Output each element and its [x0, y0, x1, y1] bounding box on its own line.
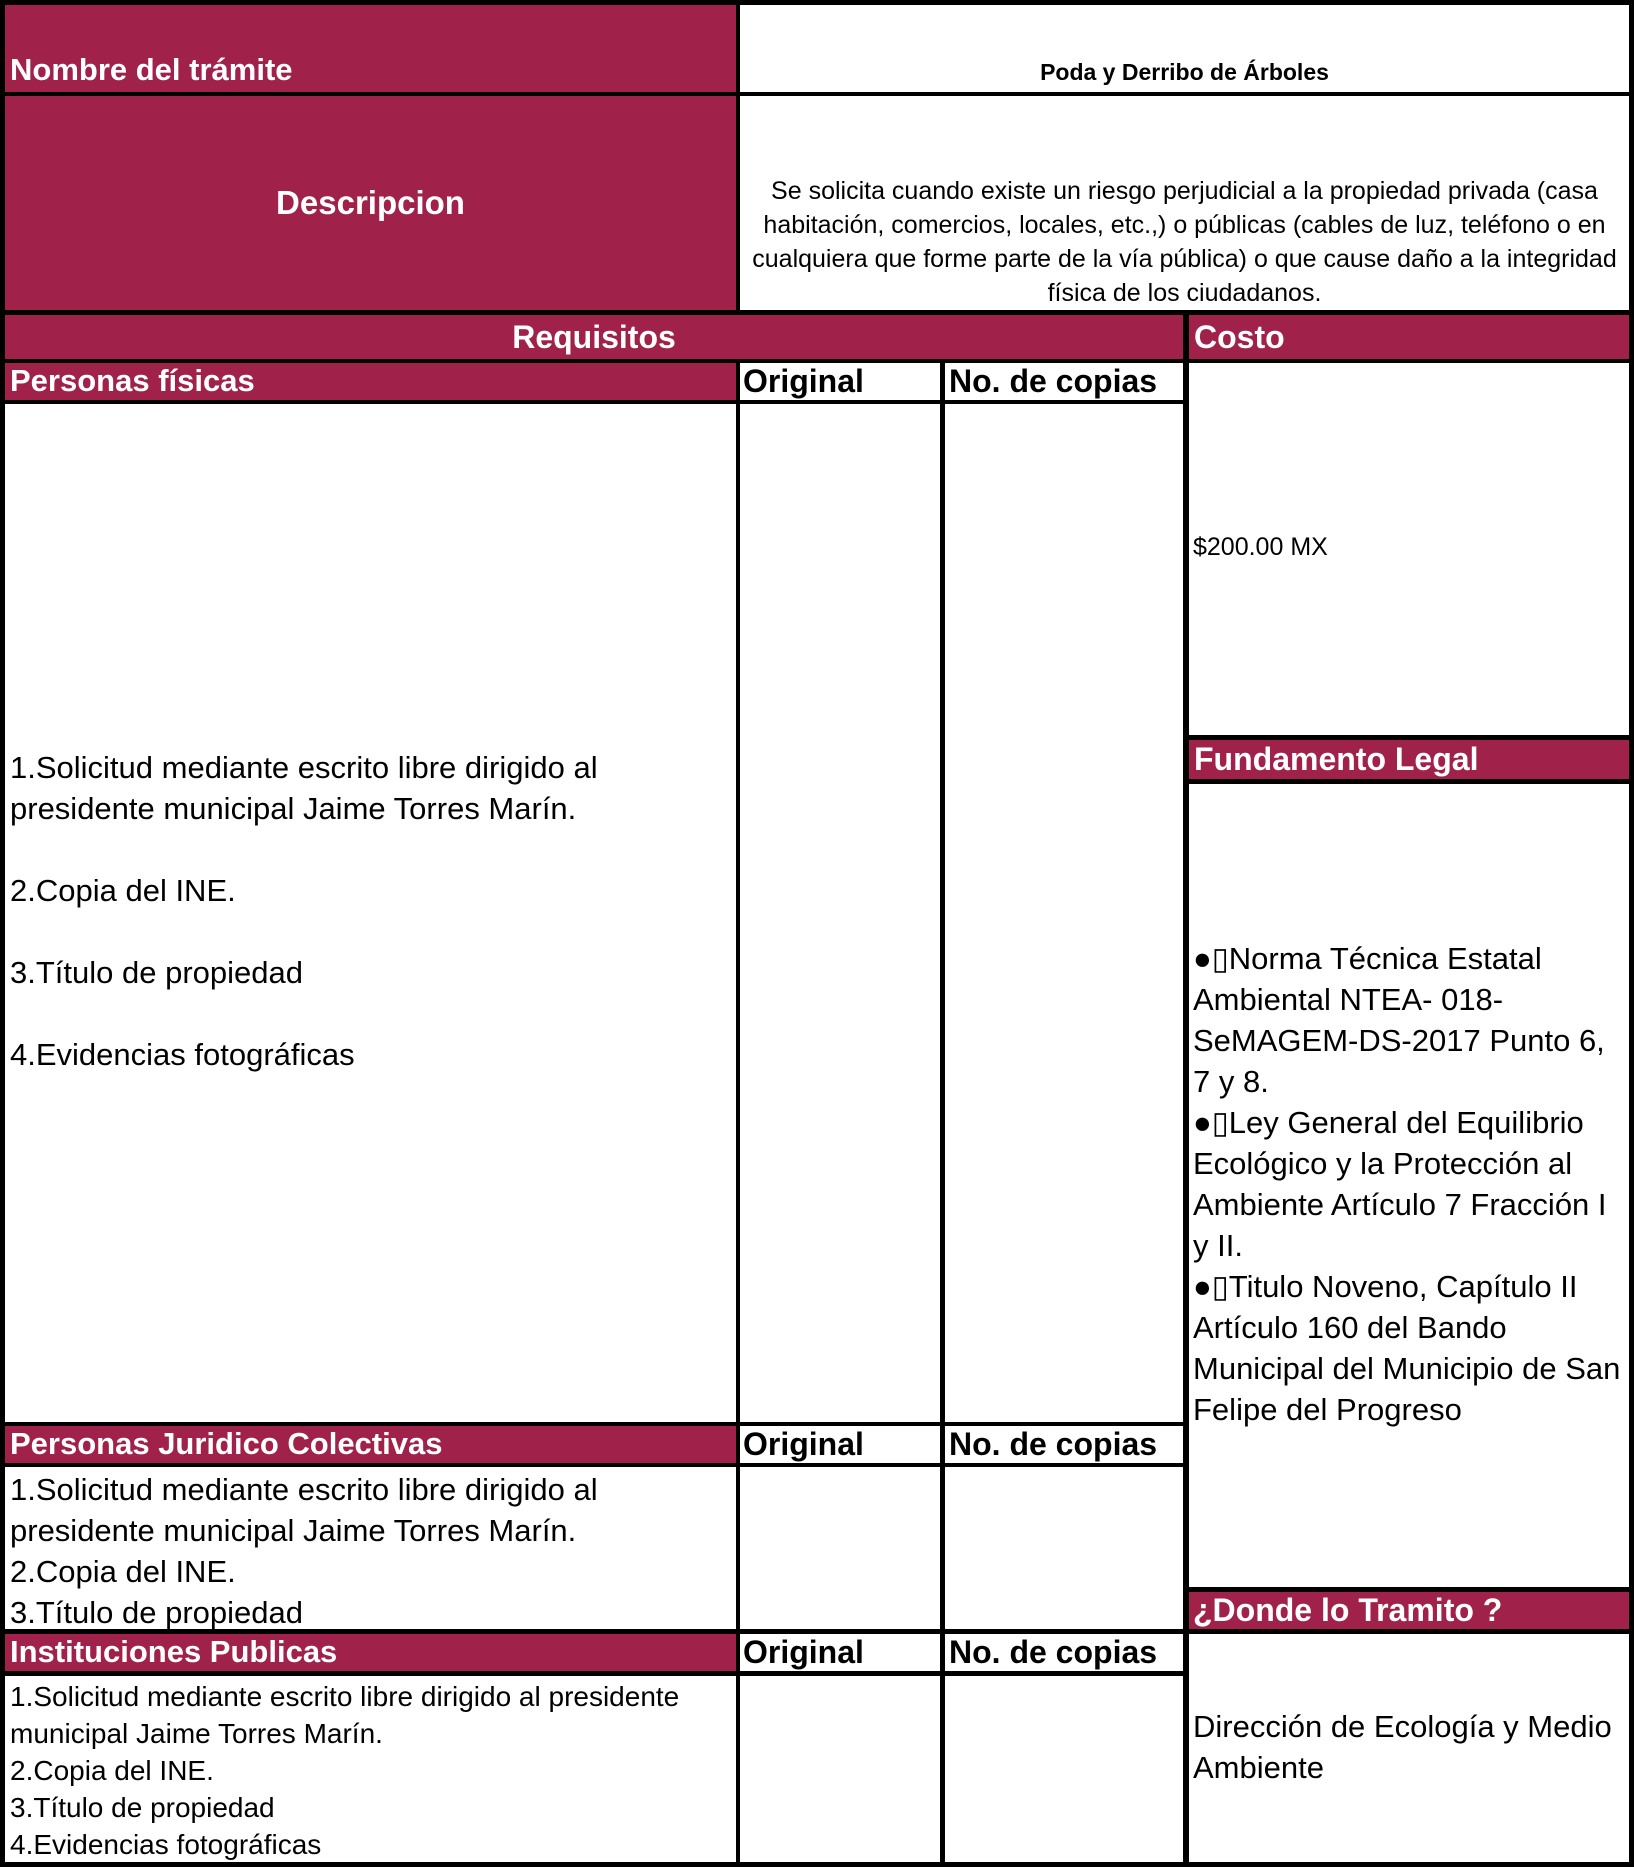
costo-value: $200.00 MX: [1193, 533, 1328, 561]
divider: [1186, 1587, 1634, 1592]
fisicas-header: [5, 363, 736, 400]
donde-value: Dirección de Ecología y Medio Ambiente: [1193, 1709, 1612, 1785]
fundamento-value-cell: [1189, 784, 1629, 1587]
instituciones-original-header: [740, 1634, 940, 1671]
fisicas-requirements: 1.Solicitud mediante escrito libre dirigido al presidente municipal Jaime Torres Marín. 2.Copia del INE. 3.Título de propiedad 4.Evidencias fotográficas: [10, 750, 598, 1072]
fisicas-label: Personas físicas: [10, 363, 255, 398]
fisicas-items-cell: [5, 404, 736, 1422]
divider: [940, 363, 945, 1867]
descripcion-label-cell: [5, 96, 736, 310]
copias-label: No. de copias: [949, 363, 1158, 399]
costo-label: Costo: [1194, 319, 1285, 355]
descripcion-label: Descripcion: [276, 184, 465, 221]
donde-value-cell: [1189, 1634, 1629, 1862]
juridicas-requirements: 1.Solicitud mediante escrito libre dirigido al presidente municipal Jaime Torres Marín. 2.Copia del INE. 3.Título de propiedad: [10, 1472, 598, 1629]
divider: [0, 1463, 1186, 1467]
fundamento-label: Fundamento Legal: [1194, 741, 1479, 777]
divider: [0, 1422, 1186, 1426]
instituciones-items-cell: [5, 1676, 736, 1862]
divider: [0, 1629, 1186, 1634]
original-label: Original: [743, 1634, 864, 1670]
divider: [1186, 779, 1634, 784]
donde-label: ¿Donde lo Tramito ?: [1193, 1592, 1503, 1628]
divider: [0, 92, 1634, 96]
divider: [736, 363, 740, 1867]
descripcion-value-cell: [740, 96, 1629, 310]
original-label: Original: [743, 1426, 864, 1462]
nombre-value-cell: [740, 5, 1629, 92]
fundamento-header: [1189, 740, 1629, 779]
juridicas-header: [5, 1426, 736, 1463]
nombre-label: Nombre del trámite: [10, 52, 293, 87]
border-bottom: [0, 1862, 1634, 1867]
border-left: [0, 0, 5, 1867]
original-label: Original: [743, 363, 864, 399]
divider: [1186, 735, 1634, 740]
fisicas-original-header: [740, 363, 940, 400]
tramite-name: Poda y Derribo de Árboles: [1040, 59, 1329, 85]
juridicas-items-cell: [5, 1467, 736, 1629]
fundamento-text: ●▯Norma Técnica Estatal Ambiental NTEA- 018-SeMAGEM-DS-2017 Punto 6, 7 y 8. ●▯Ley General del Equilibrio Ecológico y la Protección al Ambiente Artículo 7 Fracción I y II. ●▯Titulo Noveno, Capítulo II Artículo 160 del Bando Municipal del Municipio de San Felipe del Progreso: [1193, 941, 1621, 1427]
fisicas-copias-header: [945, 363, 1183, 400]
juridicas-label: Personas Juridico Colectivas: [10, 1426, 443, 1461]
divider: [0, 400, 1186, 404]
instituciones-copias-header: [945, 1634, 1183, 1671]
instituciones-header: [5, 1634, 736, 1671]
divider: [1183, 315, 1189, 1867]
costo-value-cell: [1189, 363, 1629, 735]
requisitos-title: Requisitos: [512, 318, 676, 355]
copias-label: No. de copias: [949, 1634, 1158, 1670]
instituciones-requirements: 1.Solicitud mediante escrito libre dirigido al presidente municipal Jaime Torres Marín. 2.Copia del INE. 3.Título de propiedad 4.Evidencias fotográficas: [10, 1681, 680, 1860]
juridicas-original-header: [740, 1426, 940, 1463]
divider: [736, 0, 740, 315]
nombre-label-cell: [5, 5, 736, 92]
divider: [0, 1671, 1186, 1676]
divider: [1186, 1629, 1634, 1634]
juridicas-copias-header: [945, 1426, 1183, 1463]
descripcion-text: Se solicita cuando existe un riesgo perjudicial a la propiedad privada (casa habitación, comercios, locales, etc.,) o públicas (cables de luz, teléfono o en cualquiera que forme parte de la vía pública) o que cause daño a la integridad física de los ciudadanos.: [752, 177, 1617, 307]
divider: [0, 310, 1634, 315]
divider: [0, 359, 1634, 363]
copias-label: No. de copias: [949, 1426, 1158, 1462]
requisitos-header: [5, 315, 1183, 359]
instituciones-label: Instituciones Publicas: [10, 1634, 338, 1669]
donde-header: [1189, 1592, 1629, 1629]
costo-header: [1189, 315, 1629, 359]
border-top: [0, 0, 1634, 5]
